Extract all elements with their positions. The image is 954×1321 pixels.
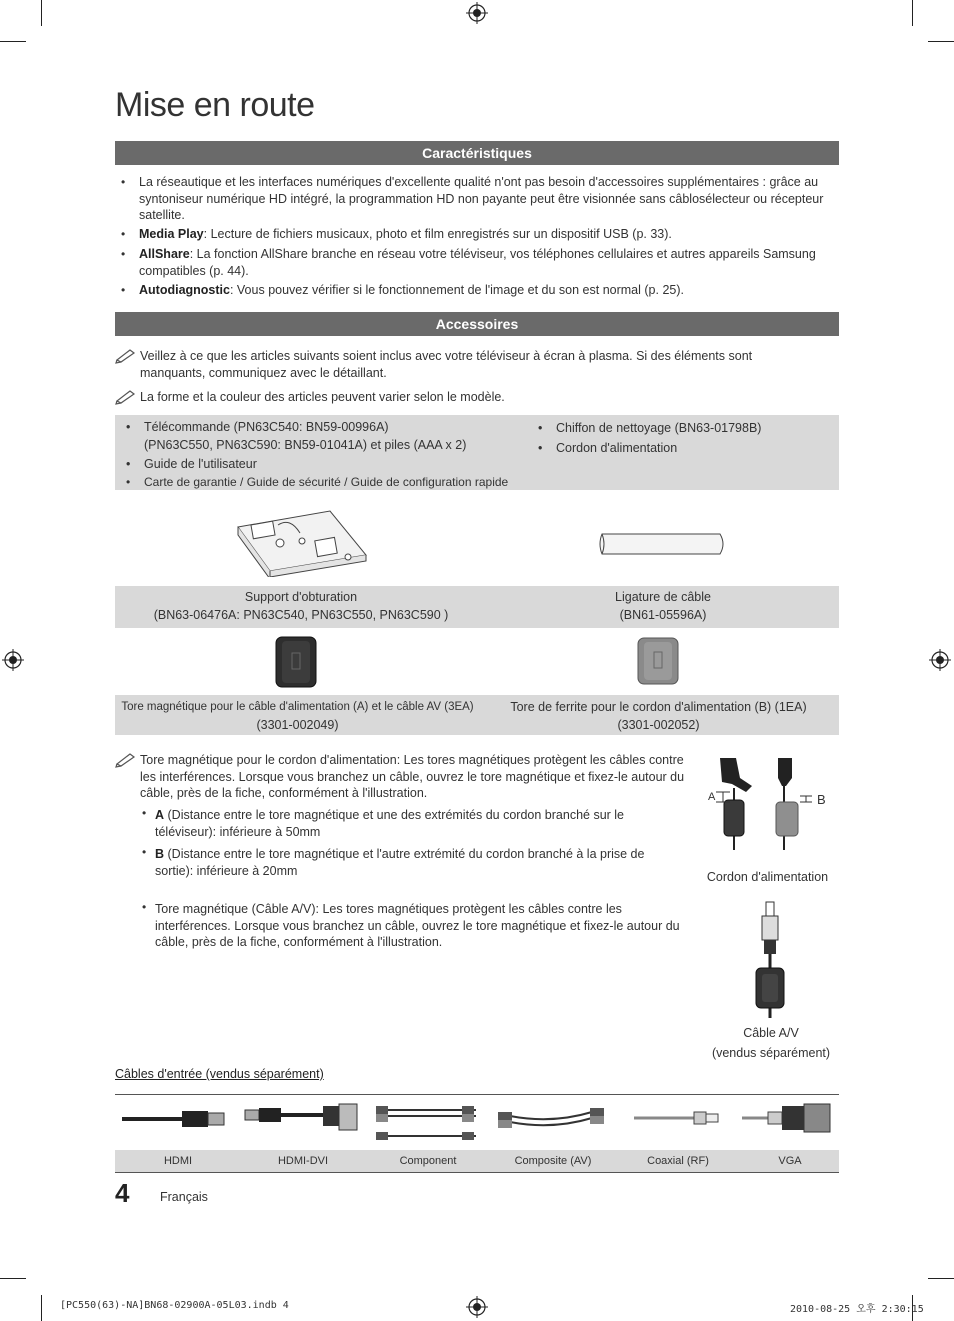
support-caption: Support d'obturation (BN63-06476A: PN63C540, PN63C550, PN63C590 ) [153, 590, 449, 622]
note-pencil-icon [115, 346, 137, 364]
language-label: Français [160, 1190, 208, 1204]
vga-cable-icon [738, 1100, 836, 1136]
cable-tie-image [596, 530, 728, 558]
crop-mark [0, 1278, 26, 1279]
bullet: • [142, 900, 147, 914]
component-cable-icon [372, 1100, 484, 1146]
bullet: • [142, 806, 147, 820]
feature-item: AllShare: La fonction AllShare branche en réseau votre téléviseur, vos téléphones cellulaires et autres appareils Samsung compatibles (p. 44). [139, 247, 816, 278]
cable-label-vga: VGA [778, 1155, 802, 1167]
crop-mark [41, 0, 42, 26]
crop-mark [912, 0, 913, 26]
input-cables-heading: Câbles d'entrée (vendus séparément) [115, 1067, 324, 1081]
bullet: • [121, 247, 126, 261]
registration-mark-icon [466, 1296, 488, 1318]
accessories-heading: Accessoires [115, 312, 839, 336]
crop-mark [928, 41, 954, 42]
hdmi-cable-icon [122, 1104, 232, 1134]
coaxial-cable-icon [632, 1106, 724, 1130]
distance-b-text: B (Distance entre le tore magnétique et l'autre extrémité du cordon branché à la prise de sortie): inférieure à 20mm [155, 847, 645, 878]
hdmi-dvi-cable-icon [243, 1100, 363, 1136]
registration-mark-icon [929, 649, 951, 671]
ferrite-core-b-image [635, 636, 681, 686]
label-b: B [817, 792, 826, 807]
note-pencil-icon [115, 387, 137, 405]
divider [115, 1094, 839, 1095]
divider [115, 1172, 839, 1173]
cable-label-hdmi: HDMI [163, 1155, 193, 1167]
registration-mark-icon [2, 649, 24, 671]
timestamp: 2010-08-25 오후 2:30:15 [790, 1304, 924, 1315]
feature-item: Media Play: Lecture de fichiers musicaux, photo et film enregistrés sur un dispositif USB (p. 33). [139, 227, 672, 241]
bullet: • [142, 845, 147, 859]
power-cord-ferrite-image [700, 752, 830, 852]
av-cable-caption: Câble A/V (vendus séparément) [711, 1026, 831, 1060]
av-cable-ferrite-image [748, 900, 792, 1024]
holder-bracket-image [230, 505, 370, 577]
bullet: • [121, 283, 126, 297]
page-title: Mise en route [115, 86, 315, 124]
crop-mark [928, 1278, 954, 1279]
page-number: 4 [115, 1178, 130, 1208]
feature-item: La réseautique et les interfaces numériques d'excellente qualité n'ont pas besoin d'accessoires supplémentaires : grâce au syntoniseur numérique HD intégré, la programmation HD non payante peut être visionnée sans câblosélecteur ou récepteur satellite. [139, 175, 824, 222]
feature-item: Autodiagnostic: Vous pouvez vérifier si le fonctionnement de l'image et du son est normal (p. 25). [139, 283, 684, 297]
accessories-list-right: • Chiffon de nettoyage (BN63-01798B) • Cordon d'alimentation [538, 421, 762, 455]
av-ferrite-note: Tore magnétique (Câble A/V): Les tores magnétiques protègent les câbles contre les interférences. Lorsque vous branchez un câble, ouvrez le tore magnétique et fixez-le autour du câble, près de la fiche, conformément à l'illustration. [155, 902, 680, 949]
cable-label-coaxial: Coaxial (RF) [647, 1155, 709, 1167]
tore-a-caption: Tore magnétique pour le câble d'alimentation (A) et le câble AV (3EA) (3301-002049) [121, 701, 474, 732]
bullet: • [121, 175, 126, 189]
file-info: [PC550(63)-NA]BN68-02900A-05L03.indb 4 [60, 1300, 289, 1311]
cable-label-hdmi-dvi: HDMI-DVI [277, 1155, 329, 1167]
crop-mark [0, 41, 26, 42]
cable-label-composite: Composite (AV) [514, 1155, 592, 1167]
note-pencil-icon [115, 750, 137, 768]
power-cord-caption: Cordon d'alimentation [706, 870, 829, 884]
registration-mark-icon [466, 2, 488, 24]
ligature-caption: Ligature de câble (BN61-05596A) [615, 590, 711, 622]
crop-mark [41, 1295, 42, 1321]
bullet: • [121, 227, 126, 241]
cable-label-component: Component [399, 1155, 457, 1167]
features-heading: Caractéristiques [115, 141, 839, 165]
accessories-list-left: • Télécommande (PN63C540: BN59-00996A) (PN63C550, PN63C590: BN59-01041A) et piles (AAA x 2) • Guide de l'utilisateur • Carte de garantie / Guide de sécurité / Guide de configuration rapide [126, 420, 509, 489]
ferrite-core-a-image [273, 635, 319, 689]
composite-cable-icon [496, 1104, 608, 1134]
tore-b-caption: Tore de ferrite pour le cordon d'alimentation (B) (1EA) (3301-002052) [510, 700, 807, 732]
label-a: A [708, 791, 716, 803]
distance-a-text: A (Distance entre le tore magnétique et une des extrémités du cordon branché sur le téléviseur): inférieure à 50mm [155, 808, 625, 839]
